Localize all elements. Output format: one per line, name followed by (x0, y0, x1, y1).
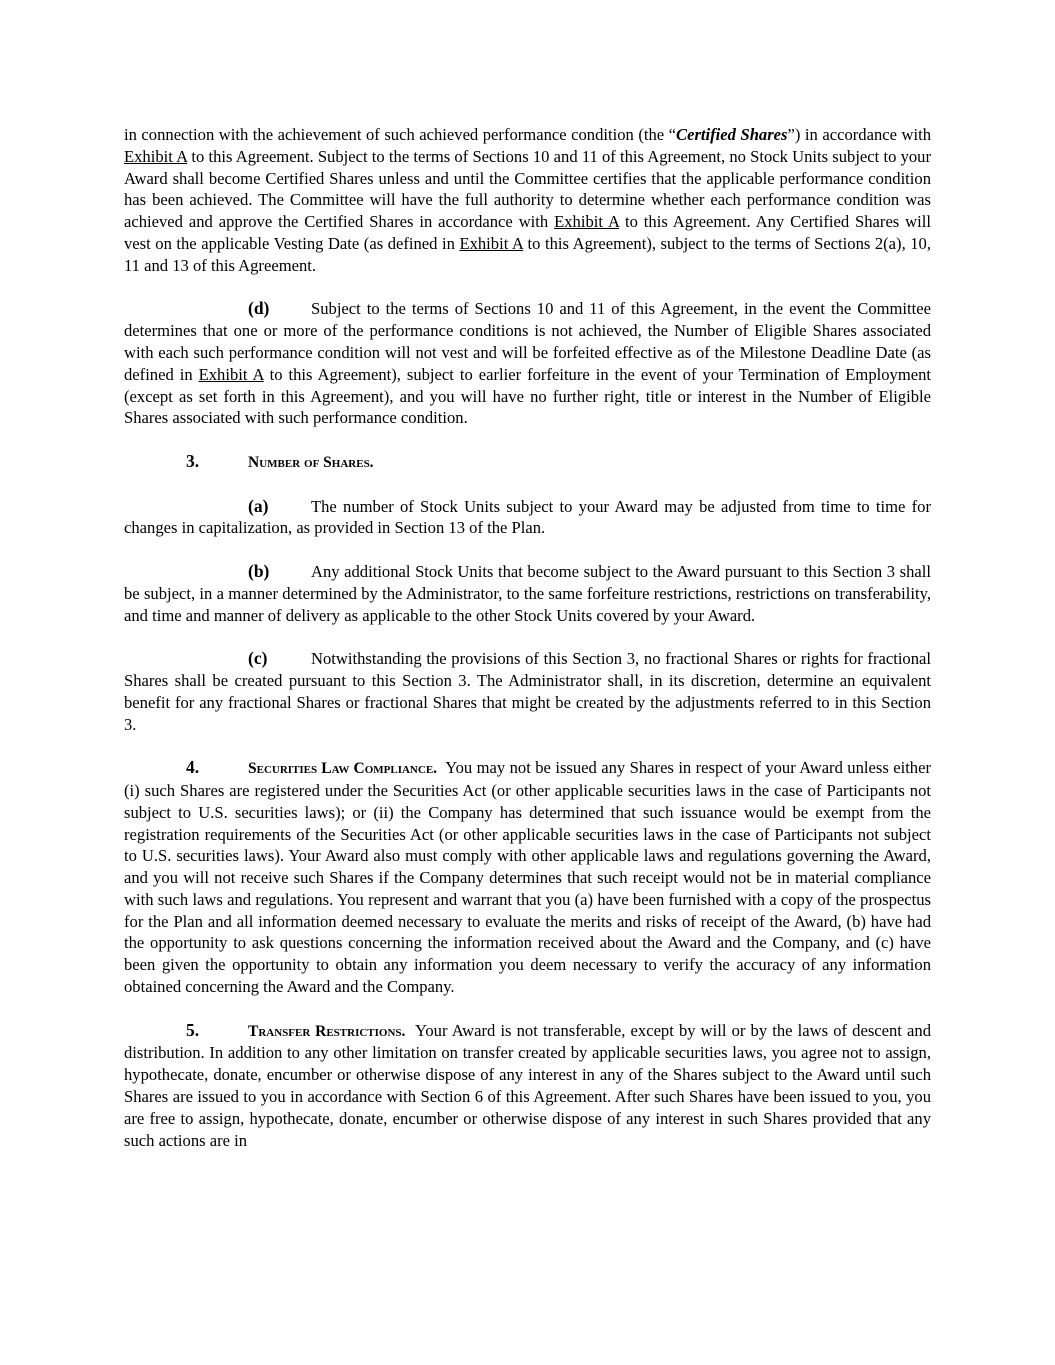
text-run: Subject to the terms of Sections 10 and 11 of this Agreement, in the event the Committee determines that one or more of the performance conditions is not achieved, the Number of Eligible Shares associated with each such performance condition will not vest and will be forfeited effective as of the Milestone Deadline Date (as defined in (124, 299, 931, 384)
text-run: Notwithstanding the provisions of this Section 3, no fractional Shares or rights for fractional Shares shall be created pursuant to this Section 3. The Administrator shall, in its discretion, determine an equivalent benefit for any fractional Shares or fractional Shares that might be created by the adjustments referred to in this Section 3. (124, 649, 931, 734)
exhibit-a-reference: Exhibit A (459, 233, 524, 253)
text-run: to this Agreement. Any Certified Shares will vest on the applicable Vesting Date (as defined in (124, 212, 931, 253)
subsection-label: (a) (248, 495, 269, 516)
section-5-paragraph (124, 1020, 931, 1152)
document-page (124, 124, 931, 1151)
paragraph-3a (124, 496, 931, 540)
section-number: 4. (186, 757, 200, 778)
exhibit-a-reference: Exhibit A (124, 146, 188, 166)
section-title: Number of Shares. (248, 453, 374, 471)
section-4-paragraph (124, 757, 931, 998)
exhibit-a-reference: Exhibit A (198, 364, 264, 384)
section-title: Securities Law Compliance. (248, 760, 438, 778)
text-run: The number of Stock Units subject to your Award may be adjusted from time to time for changes in capitalization, as provided in Section 13 of the Plan. (124, 496, 931, 538)
text-run: to this Agreement. Subject to the terms of Sections 10 and 11 of this Agreement, no Stock Units subject to your Award shall become Certified Shares unless and until the Committee certifies that the applicable performance condition has been achieved. The Committee will have the full authority to determine whether each performance condition was achieved and approve the Certified Shares in accordance with (124, 146, 931, 232)
paragraph-3c (124, 648, 931, 735)
section-title: Transfer Restrictions. (248, 1022, 406, 1040)
exhibit-a-reference: Exhibit A (554, 212, 620, 232)
text-run: You may not be issued any Shares in respect of your Award unless either (i) such Shares are registered under the Securities Act (or other applicable securities laws in the case of Participants not subject to U.S. securities laws); or (ii) the Company has determined that such issuance would be exempt from the registration requirements of the Securities Act (or other applicable securities laws in the case of Participants not subject to U.S. securities laws). Your Award also must comply with other applicable laws and regulations governing the Award, and you will not receive such Shares if the Company determines that such receipt would not be in material compliance with such laws and regulations. You represent and warrant that you (a) have been furnished with a copy of the prospectus for the Plan and all information deemed necessary to evaluate the merits and risks of receipt of the Award, (b) have had the opportunity to ask questions concerning the information received about the Award and the Company, and (c) have been given the opportunity to obtain any information you deem necessary to verify the accuracy of any information obtained concerning the Award and the Company. (124, 758, 931, 997)
text-run: ”) in accordance with (787, 125, 932, 144)
subsection-label: (c) (248, 648, 268, 669)
paragraph-3b (124, 561, 931, 626)
paragraph-certified-shares (124, 124, 931, 277)
paragraph-2d (124, 298, 931, 429)
defined-term: Certified Shares (676, 125, 788, 144)
section-number: 3. (186, 450, 200, 471)
text-run: Your Award is not transferable, except by will or by the laws of descent and distribution. In addition to any other limitation on transfer created by applicable securities laws, you agree not to assign, hypothecate, donate, encumber or otherwise dispose of any interest in any of the Shares subject to the Award until such Shares are issued to you in accordance with Section 6 of this Agreement. After such Shares have been issued to you, you are free to assign, hypothecate, donate, encumber or otherwise dispose of any interest in such Shares provided that any such actions are in (124, 1020, 931, 1150)
text-run: to this Agreement), subject to the terms of Sections 2(a), 10, 11 and 13 of this Agreement. (124, 233, 931, 275)
subsection-label: (b) (248, 560, 270, 581)
section-number: 5. (186, 1019, 200, 1040)
section-3-heading (124, 451, 931, 474)
subsection-label: (d) (248, 298, 270, 319)
text-run: to this Agreement), subject to earlier forfeiture in the event of your Termination of Employment (except as set forth in this Agreement), and you will have no further right, title or interest in the Number of Eligible Shares associated with such performance condition. (124, 364, 932, 428)
text-run: Any additional Stock Units that become subject to the Award pursuant to this Section 3 shall be subject, in a manner determined by the Administrator, to the same forfeiture restrictions, restrictions on transferability, and time and manner of delivery as applicable to the other Stock Units covered by your Award. (124, 561, 931, 625)
text-run: in connection with the achievement of such achieved performance condition (the “ (124, 125, 677, 144)
